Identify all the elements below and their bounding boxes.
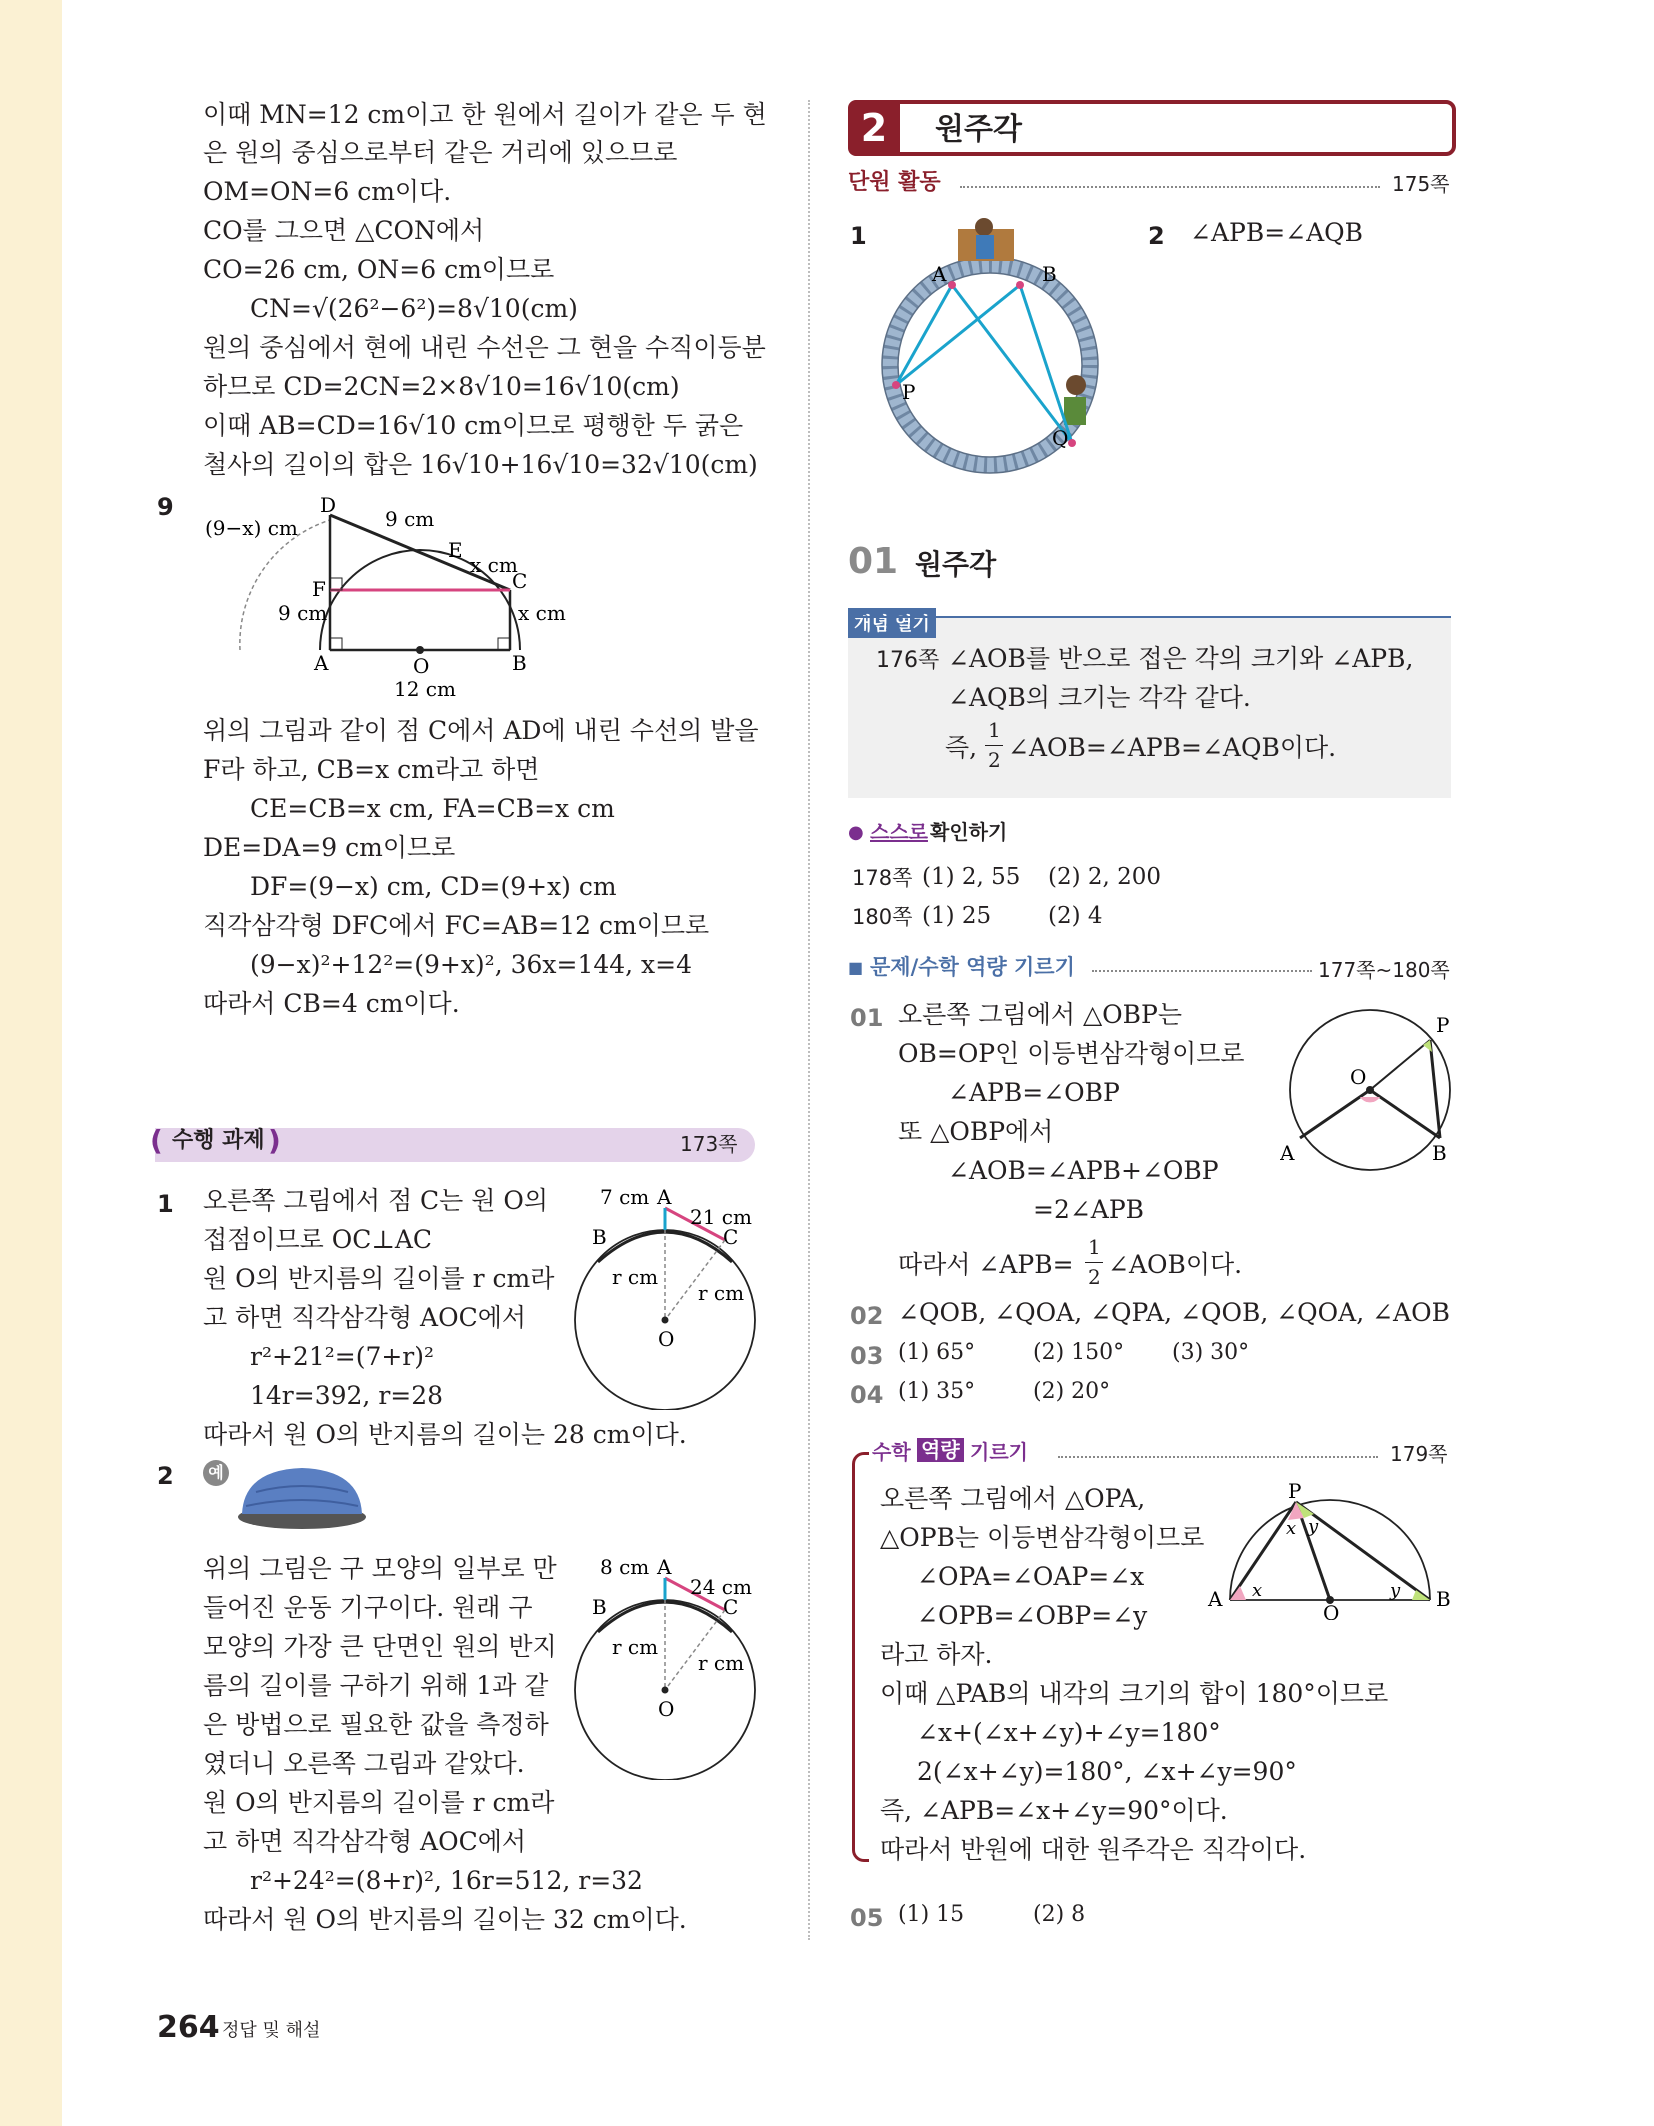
text-line: 이때 AB=CD=16√10 cm이므로 평행한 두 굵은 bbox=[203, 411, 744, 440]
text-line: 위의 그림과 같이 점 C에서 AD에 내린 수선의 발을 bbox=[203, 716, 759, 745]
text-line: 모양의 가장 큰 단면인 원의 반지 bbox=[203, 1632, 557, 1661]
central-angle-figure bbox=[1280, 1000, 1465, 1175]
text-line: OM=ON=6 cm이다. bbox=[203, 177, 452, 206]
text-line: 고 하면 직각삼각형 AOC에서 bbox=[203, 1827, 527, 1856]
competency-line: ∠OPB=∠OBP=∠y bbox=[917, 1601, 1148, 1630]
problem-03-answer: (1) 65° bbox=[898, 1340, 976, 1365]
label-b: B bbox=[1042, 262, 1057, 286]
label-c: C bbox=[723, 1225, 739, 1249]
competency-title-c: 기르기 bbox=[970, 1440, 1028, 1464]
label-9cm-top: 9 cm bbox=[385, 507, 435, 531]
subsection-title: 원주각 bbox=[915, 548, 997, 581]
label-x1: x bbox=[1286, 1518, 1297, 1539]
concept-formula-rest: ∠AOB=∠APB=∠AQB이다. bbox=[1008, 733, 1337, 762]
self-check-answer: (1) 25 bbox=[922, 903, 992, 929]
concept-line: ∠AOB를 반으로 접은 각의 크기와 ∠APB, bbox=[948, 644, 1414, 673]
column-divider bbox=[808, 100, 810, 1940]
text-line: 따라서 원 O의 반지름의 길이는 28 cm이다. bbox=[203, 1420, 687, 1449]
text-line: 원 O의 반지름의 길이를 r cm라 bbox=[203, 1788, 555, 1817]
task-number: 1 bbox=[157, 1190, 174, 1218]
competency-line: △OPB는 이등변삼각형이므로 bbox=[880, 1523, 1205, 1552]
text-line: 고 하면 직각삼각형 AOC에서 bbox=[203, 1303, 527, 1332]
bullet-icon: ● bbox=[848, 822, 864, 843]
label-y2: y bbox=[1390, 1580, 1401, 1601]
text-line: CO=26 cm, ON=6 cm이므로 bbox=[203, 255, 555, 284]
text-line: 름의 길이를 구하기 위해 1과 같 bbox=[203, 1671, 549, 1700]
competency-line: 오른쪽 그림에서 △OPA, bbox=[880, 1484, 1146, 1513]
text-line: 접점이므로 OC⊥AC bbox=[203, 1225, 433, 1254]
label-24cm: 24 cm bbox=[690, 1575, 752, 1599]
text-line: 따라서 원 O의 반지름의 길이는 32 cm이다. bbox=[203, 1905, 687, 1934]
concept-line: ∠AQB의 크기는 각각 같다. bbox=[948, 683, 1251, 712]
label-a: A bbox=[314, 651, 329, 675]
side-strip bbox=[0, 0, 62, 2126]
concept-rule bbox=[848, 616, 1451, 618]
label-7cm: 7 cm bbox=[600, 1185, 650, 1209]
label-o: O bbox=[413, 654, 430, 678]
label-r-right: r cm bbox=[698, 1651, 745, 1675]
problem-04-answer: (2) 20° bbox=[1033, 1379, 1111, 1404]
semicircle-trapezoid-figure bbox=[200, 490, 580, 700]
self-check-page: 180쪽 bbox=[852, 905, 913, 929]
section-title: 원주각 bbox=[935, 112, 1022, 147]
concept-tag: 개념 열기 bbox=[848, 608, 936, 638]
activity-2-answer: ∠APB=∠AQB bbox=[1190, 218, 1364, 247]
label-p: P bbox=[1288, 1480, 1302, 1503]
problem-number: 02 bbox=[850, 1302, 884, 1330]
tangent-circle-figure-1 bbox=[570, 1180, 770, 1410]
text-line: DF=(9−x) cm, CD=(9+x) cm bbox=[250, 872, 617, 901]
problem-04-answer: (1) 35° bbox=[898, 1379, 976, 1404]
problem-line: 또 △OBP에서 bbox=[898, 1117, 1054, 1146]
text-line: 이때 MN=12 cm이고 한 원에서 길이가 같은 두 현 bbox=[203, 100, 767, 129]
text-line: CE=CB=x cm, FA=CB=x cm bbox=[250, 794, 615, 823]
problem-line: OB=OP인 이등변삼각형이므로 bbox=[898, 1039, 1245, 1068]
problem-03-answer: (3) 30° bbox=[1172, 1340, 1250, 1365]
label-o: O bbox=[658, 1327, 675, 1351]
competency-line: ∠OPA=∠OAP=∠x bbox=[917, 1562, 1145, 1591]
text-line: 원 O의 반지름의 길이를 r cm라 bbox=[203, 1264, 555, 1293]
problem-number: 01 bbox=[850, 1004, 884, 1032]
text-line: 철사의 길이의 합은 16√10+16√10=32√10(cm) bbox=[203, 450, 758, 479]
competency-line: 이때 △PAB의 내각의 크기의 합이 180°이므로 bbox=[880, 1679, 1389, 1708]
problem-line-rest: ∠AOB이다. bbox=[1108, 1250, 1243, 1279]
label-a: A bbox=[1280, 1141, 1295, 1165]
unit-activity-label: 단원 활동 bbox=[848, 170, 941, 195]
problems-page: 177쪽~180쪽 bbox=[1318, 958, 1450, 982]
problems-title: 문제/수학 역량 기르기 bbox=[870, 955, 1075, 979]
text-line: CN=√(26²−6²)=8√10(cm) bbox=[250, 294, 578, 323]
text-line: 하므로 CD=2CN=2×8√10=16√10(cm) bbox=[203, 372, 680, 401]
problem-line: ∠APB=∠OBP bbox=[948, 1078, 1120, 1107]
example-badge: 예 bbox=[203, 1460, 229, 1486]
problem-line: ∠AOB=∠APB+∠OBP bbox=[948, 1156, 1219, 1185]
label-x2: x bbox=[1252, 1580, 1263, 1601]
label-f: F bbox=[312, 577, 326, 601]
problem-line: 오른쪽 그림에서 △OBP는 bbox=[898, 1000, 1183, 1029]
label-a: A bbox=[657, 1185, 672, 1209]
fraction-bar bbox=[985, 745, 1003, 746]
text-line: r²+24²=(8+r)², 16r=512, r=32 bbox=[250, 1866, 643, 1895]
text-line: 따라서 CB=4 cm이다. bbox=[203, 989, 460, 1018]
competency-bracket bbox=[852, 1452, 869, 1862]
self-check-title-colored: 스스로 bbox=[870, 820, 928, 844]
self-check-title-rest: 확인하기 bbox=[930, 820, 1008, 844]
problem-03-answer: (2) 150° bbox=[1033, 1340, 1125, 1365]
label-p: P bbox=[1436, 1013, 1450, 1037]
label-y1: y bbox=[1308, 1516, 1319, 1537]
problem-line-prefix: 따라서 ∠APB= bbox=[898, 1250, 1074, 1279]
concept-formula-prefix: 즉, bbox=[945, 733, 978, 762]
activity-number: 2 bbox=[1148, 222, 1165, 250]
leader-line bbox=[1058, 1456, 1378, 1458]
text-line: 였더니 오른쪽 그림과 같았다. bbox=[203, 1749, 525, 1778]
label-b: B bbox=[592, 1225, 607, 1249]
competency-title-b: 역량 bbox=[917, 1438, 964, 1462]
problem-05-answer: (2) 8 bbox=[1033, 1902, 1086, 1927]
label-x-cm-right: x cm bbox=[518, 601, 566, 625]
label-o: O bbox=[658, 1697, 675, 1721]
problem-02-answer: ∠QOB, ∠QOA, ∠QPA, ∠QOB, ∠QOA, ∠AOB bbox=[898, 1298, 1450, 1327]
label-d: D bbox=[320, 493, 337, 517]
text-line: 은 원의 중심으로부터 같은 거리에 있으므로 bbox=[203, 138, 678, 167]
paren-open-icon: ( bbox=[150, 1124, 163, 1157]
competency-line: 따라서 반원에 대한 원주각은 직각이다. bbox=[880, 1835, 1307, 1864]
label-c: C bbox=[512, 569, 528, 593]
text-line: 오른쪽 그림에서 점 C는 원 O의 bbox=[203, 1186, 549, 1215]
problem-line: =2∠APB bbox=[1033, 1195, 1145, 1224]
problem-05-answer: (1) 15 bbox=[898, 1902, 965, 1927]
self-check-answer: (1) 2, 55 bbox=[922, 864, 1021, 890]
fraction-bar bbox=[1085, 1262, 1103, 1263]
label-e: E bbox=[448, 538, 463, 562]
self-check-page: 178쪽 bbox=[852, 866, 913, 890]
activity-number: 1 bbox=[850, 222, 867, 250]
problem-number: 05 bbox=[850, 1904, 884, 1932]
text-line: 14r=392, r=28 bbox=[250, 1381, 444, 1410]
text-line: F라 하고, CB=x cm라고 하면 bbox=[203, 755, 540, 784]
text-line: (9−x)²+12²=(9+x)², 36x=144, x=4 bbox=[250, 950, 693, 979]
label-o: O bbox=[1323, 1601, 1340, 1620]
text-line: CO를 그으면 △CON에서 bbox=[203, 216, 485, 245]
text-line: 은 방법으로 필요한 값을 측정하 bbox=[203, 1710, 549, 1739]
label-b: B bbox=[592, 1595, 607, 1619]
label-x-cm-e: x cm bbox=[470, 553, 518, 577]
suhaeng-page: 173쪽 bbox=[680, 1132, 738, 1156]
label-b: B bbox=[512, 651, 527, 675]
fraction-numerator: 1 bbox=[988, 718, 1001, 742]
text-line: 원의 중심에서 현에 내린 수선은 그 현을 수직이등분 bbox=[203, 333, 766, 362]
paren-close-icon: ) bbox=[268, 1124, 281, 1157]
label-p: P bbox=[902, 380, 916, 404]
subsection-number: 01 bbox=[848, 541, 899, 582]
unit-activity-page: 175쪽 bbox=[1392, 172, 1450, 196]
text-line: 위의 그림은 구 모양의 일부로 만 bbox=[203, 1554, 557, 1583]
fraction-denominator: 2 bbox=[1088, 1265, 1101, 1289]
label-b: B bbox=[1436, 1587, 1451, 1611]
label-r-left: r cm bbox=[612, 1635, 659, 1659]
label-r-right: r cm bbox=[698, 1281, 745, 1305]
page-number: 264 bbox=[157, 2010, 220, 2045]
tangent-circle-figure-2 bbox=[570, 1550, 770, 1780]
text-line: 들어진 운동 기구이다. 원래 구 bbox=[203, 1593, 533, 1622]
bosu-ball-icon bbox=[232, 1462, 372, 1532]
suhaeng-title: 수행 과제 bbox=[172, 1128, 265, 1153]
self-check-answer: (2) 2, 200 bbox=[1048, 864, 1162, 890]
label-b: B bbox=[1432, 1141, 1447, 1165]
competency-line: ∠x+(∠x+∠y)+∠y=180° bbox=[917, 1718, 1221, 1747]
section-number: 2 bbox=[848, 100, 900, 156]
circular-track-figure bbox=[880, 215, 1120, 485]
competency-line: 2(∠x+∠y)=180°, ∠x+∠y=90° bbox=[917, 1757, 1297, 1786]
semicircle-right-angle-figure bbox=[1200, 1480, 1460, 1620]
competency-line: 라고 하자. bbox=[880, 1640, 993, 1669]
competency-page: 179쪽 bbox=[1390, 1442, 1448, 1466]
problem-number: 03 bbox=[850, 1342, 884, 1370]
label-a: A bbox=[657, 1555, 672, 1579]
text-line: r²+21²=(7+r)² bbox=[250, 1342, 435, 1371]
label-r-left: r cm bbox=[612, 1265, 659, 1289]
question-number: 9 bbox=[157, 493, 174, 521]
text-line: 직각삼각형 DFC에서 FC=AB=12 cm이므로 bbox=[203, 911, 710, 940]
footer-label: 정답 및 해설 bbox=[222, 2020, 321, 2041]
label-a: A bbox=[1208, 1587, 1223, 1611]
concept-page: 176쪽 bbox=[876, 648, 940, 673]
competency-line: 즉, ∠APB=∠x+∠y=90°이다. bbox=[880, 1796, 1228, 1825]
label-a: A bbox=[932, 262, 947, 286]
square-bullet-icon: ■ bbox=[848, 958, 864, 977]
label-q: Q bbox=[1052, 426, 1069, 450]
text-line: DE=DA=9 cm이므로 bbox=[203, 833, 456, 862]
self-check-answer: (2) 4 bbox=[1048, 903, 1103, 929]
fraction-numerator: 1 bbox=[1088, 1235, 1101, 1259]
problem-number: 04 bbox=[850, 1381, 884, 1409]
label-12cm: 12 cm bbox=[394, 677, 456, 700]
task-number: 2 bbox=[157, 1462, 174, 1490]
leader-line bbox=[1092, 970, 1312, 972]
competency-title-a: 수학 bbox=[872, 1440, 911, 1464]
label-c: C bbox=[723, 1595, 739, 1619]
label-21cm: 21 cm bbox=[690, 1205, 752, 1229]
label-8cm: 8 cm bbox=[600, 1555, 650, 1579]
label-o: O bbox=[1350, 1065, 1367, 1089]
fraction-denominator: 2 bbox=[988, 748, 1001, 772]
label-9-minus-x: (9−x) cm bbox=[205, 516, 298, 540]
label-9cm-left: 9 cm bbox=[278, 601, 328, 625]
leader-line bbox=[960, 186, 1380, 188]
